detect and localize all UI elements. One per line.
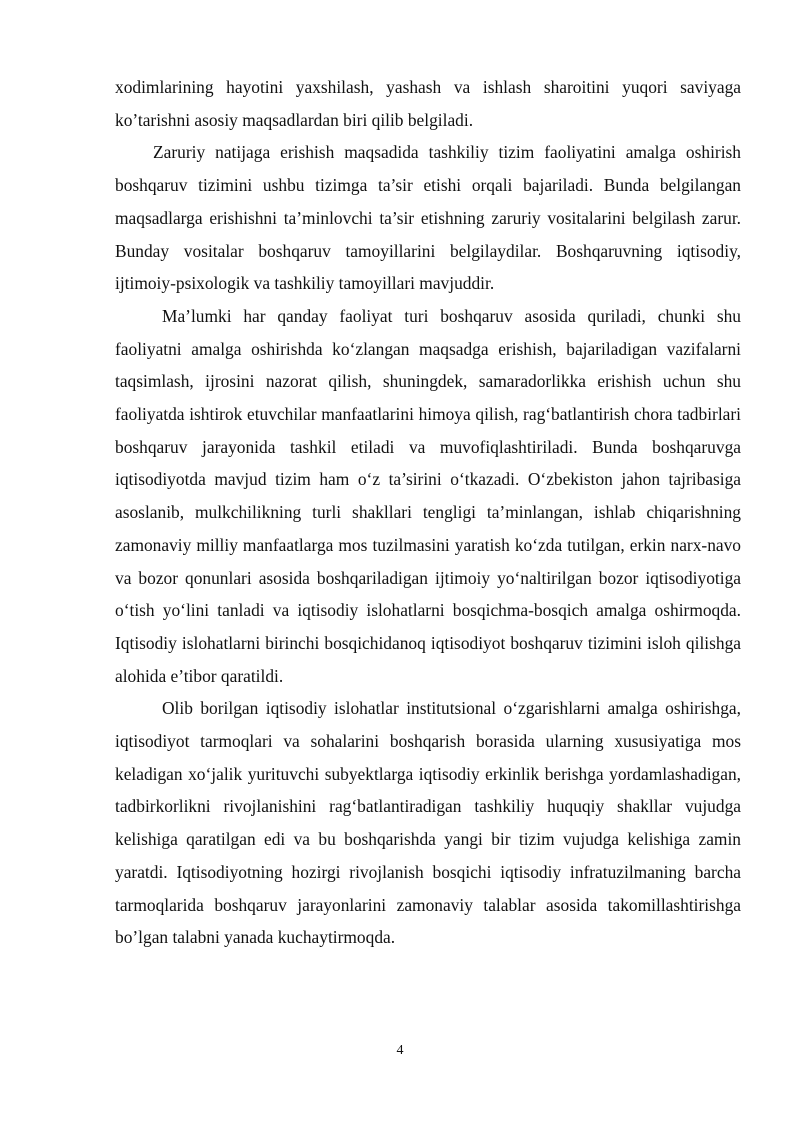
page-number: 4: [396, 1043, 404, 1058]
paragraph-4: Olib borilgan iqtisodiy islohatlar institutsional o‘zgarishlarni amalga oshirishga, iqtisodiyot tarmoqlari va sohalarini boshqarish borasida ularning xususiyatiga mos keladigan xo‘jalik yurituvchi subyektlarga iqtisodiy erkinlik berishga yordamlashadigan, tadbirkorlikni rivojlanishini rag‘batlantiradigan tashkiliy huquqiy shakllar vujudga kelishiga qaratilgan edi va bu boshqarishda yangi bir tizim vujudga kelishiga zamin yaratdi. Iqtisodiyotning hozirgi rivojlanish bosqichi iqtisodiy infratuzilmaning barcha tarmoqlarida boshqaruv jarayonlarini zamonaviy talablar asosida takomillashtirishga bo’lgan talabni yanada kuchaytirmoqda.: [115, 698, 741, 948]
paragraph-3: Ma’lumki har qanday faoliyat turi boshqaruv asosida quriladi, chunki shu faoliyatni amalga oshirishda ko‘zlangan maqsadga erishish, bajariladigan vazifalarni taqsimlash, ijrosini nazorat qilish, shuningdek, samaradorlikka erishish uchun shu faoliyatda ishtirok etuvchilar manfaatlarini himoya qilish, rag‘batlantirish chora tadbirlari boshqaruv jarayonida tashkil etiladi va muvofiqlashtiriladi. Bunda boshqaruvga iqtisodiyotda mavjud tizim ham o‘z ta’sirini o‘tkazadi. O‘zbekiston jahon tajribasiga asoslanib, mulkchilikning turli shakllari tengligi ta’minlangan, ishlab chiqarishning zamonaviy milliy manfaatlarga mos tuzilmasini yaratish ko‘zda tutilgan, erkin narx-navo va bozor qonunlari asosida boshqariladigan ijtimoiy yo‘naltirilgan bozor iqtisodiyotiga o‘tish yo‘lini tanladi va iqtisodiy islohatlarni bosqichma-bosqich amalga oshirmoqda. Iqtisodiy islohatlarni birinchi bosqichidanoq iqtisodiyot boshqaruv tizimini isloh qilishga alohida e’tibor qaratildi.: [115, 305, 741, 686]
document-body: [115, 71, 741, 954]
paragraph-2: Zaruriy natijaga erishish maqsadida tashkiliy tizim faoliyatini amalga oshirish boshqaruv tizimini ushbu tizimga ta’sir etishi orqali bajariladi. Bunda belgilangan maqsadlarga erishishni ta’minlovchi ta’sir etishning zaruriy vositalarini belgilash zarur. Bunday vositalar boshqaruv tamoyillarini belgilaydilar. Boshqaruvning iqtisodiy, ijtimoiy-psixologik va tashkiliy tamoyillari mavjuddir.: [115, 142, 741, 294]
paragraph-1: xodimlarining hayotini yaxshilash, yashash va ishlash sharoitini yuqori saviyaga ko’tarishni asosiy maqsadlardan biri qilib belgiladi.: [115, 77, 741, 130]
